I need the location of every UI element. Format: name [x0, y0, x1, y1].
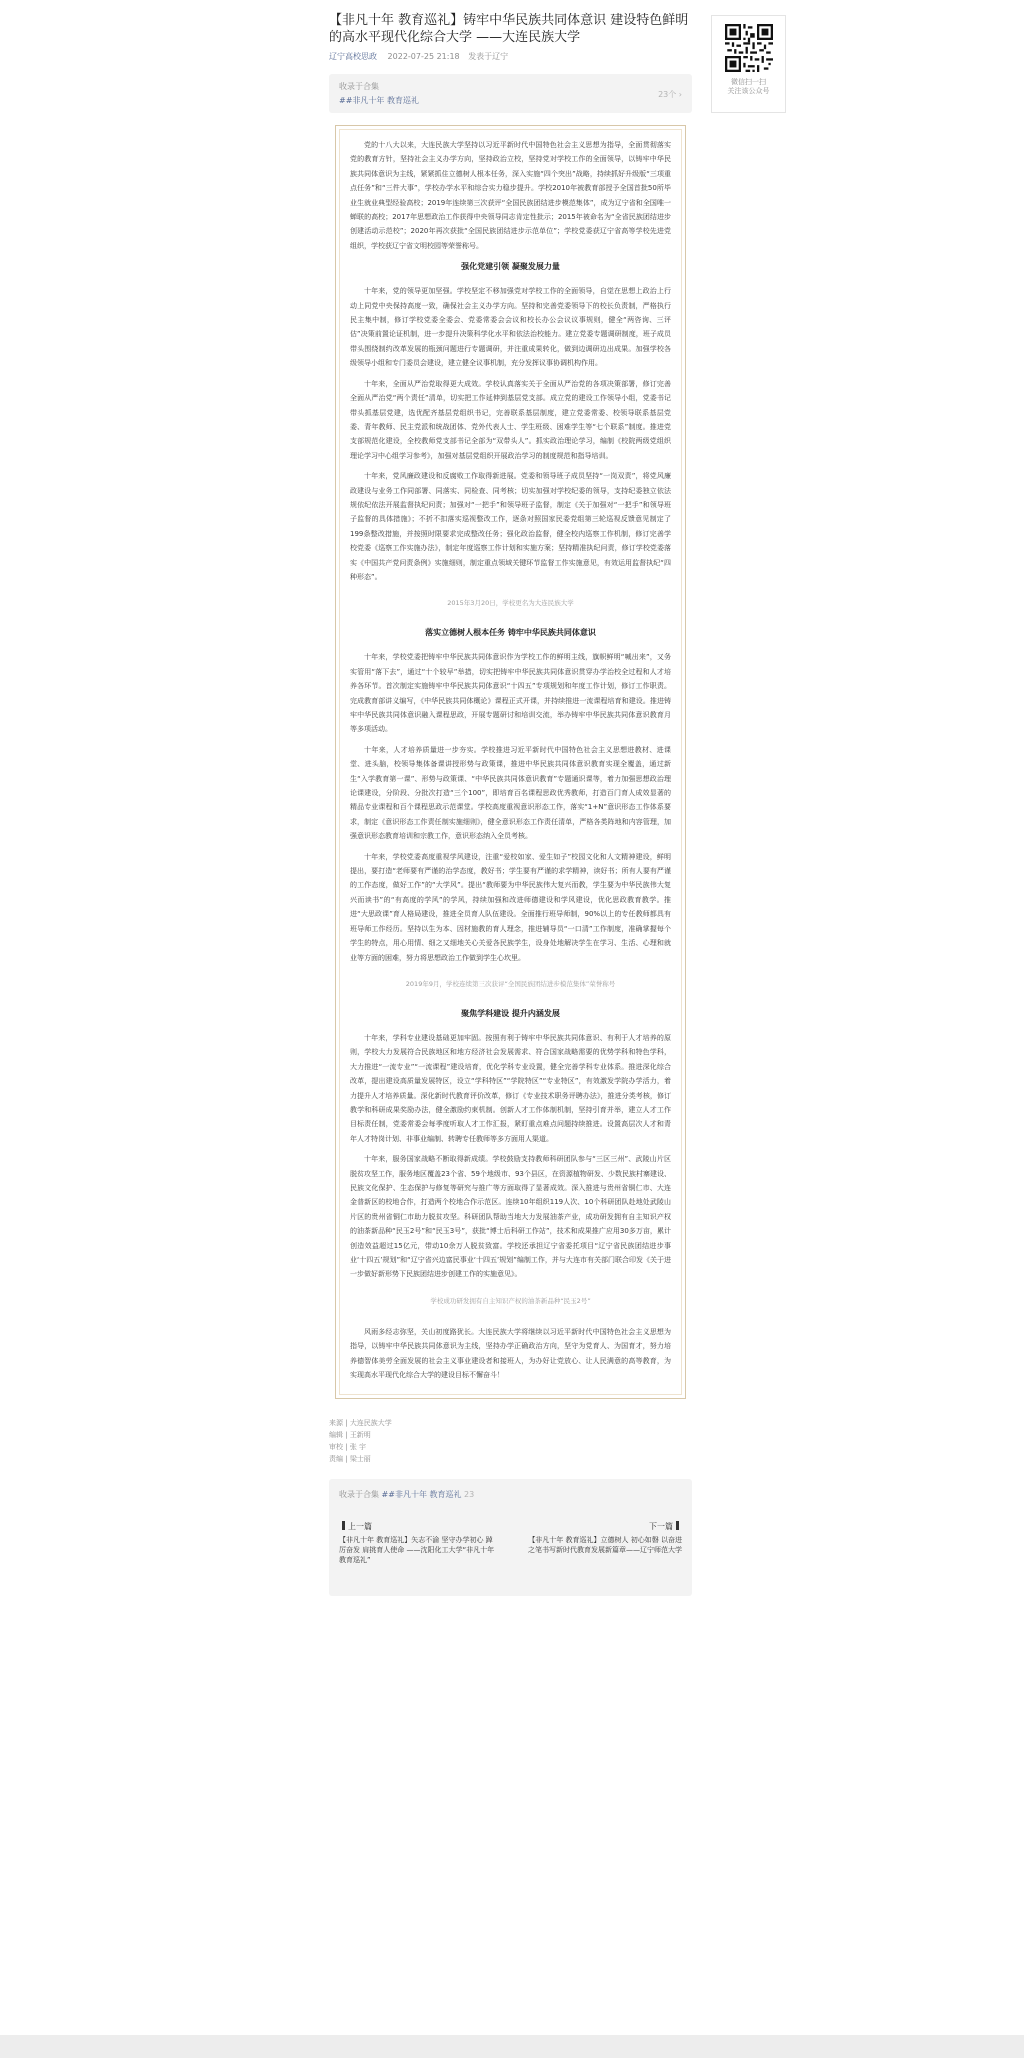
publish-date: 2022-07-25 21:18: [387, 52, 460, 61]
prev-marker-icon: [342, 1521, 345, 1530]
article: [329, 8, 692, 1596]
section-heading-1: 强化党建引领 凝聚发展力量: [461, 262, 560, 272]
page-bottom-bar: [0, 2035, 1024, 2058]
section-1-paragraph: 十年来，全面从严治党取得更大成效。学校认真落实关于全面从严治党的各项决策部署，修订完善全面从严治党“两个责任”清单，切实把工作延伸到基层党支部。成立党的建设工作领导小组，党委书记带头抓基层党建，选优配齐基层党组织书记，完善联系基层制度，建立党委常委、校领导联系基层党委、青年教师、民主党派和统战团体、党外代表人士、学生班级、困难学生等“七个联系”制度。推进党支部规范化建设，全校教师党支部书记全部为“双带头人”。抓实政治理论学习，编制《校院两级党组织理论学习中心组学习参考》，加强对基层党组织开展政治学习的制度规范和指导培训。: [350, 379, 671, 460]
section-2-paragraph: 十年来，学校党委把铸牢中华民族共同体意识作为学校工作的鲜明主线，旗帜鲜明“喊出来”，又务实管用“落下去”，通过“十个较早”举措，切实把铸牢中华民族共同体意识贯穿办学治校全过程和人才培养各环节。首次制定实施铸牢中华民族共同体意识“十四五”专项规划和年度工作计划，修订工作职责。完成教育部讲义编写，《中华民族共同体概论》课程正式开课，并持续推进一流课程培育和建设。推进铸牢中华民族共同体意识融入课程思政，开展专题研讨和培训交流，举办铸牢中华民族共同体意识教育月等多项活动。: [350, 653, 671, 734]
credit-line: 编辑 | 王新明: [329, 1431, 371, 1440]
qr-code-icon: [725, 24, 773, 72]
next-title: 【非凡十年 教育巡礼】立德树人 初心如磐 以奋进之笔书写新时代教育发展新篇章——辽宁师范大学: [528, 1536, 682, 1555]
article-meta: [329, 51, 692, 62]
section-2-paragraph: 十年来，学校党委高度重视学风建设，注重“爱校如家、爱生如子”校园文化和人文精神建设，鲜明提出，要打造“老师要有严谨的治学态度，教好书；学生要有严谨的求学精神，读好书；所有人要有严谨的工作态度，做好工作”的“大学风”。提出“教师要为中华民族伟大复兴而教，学生要为中华民族伟大复兴而读书”的“有高度的学风”的学风，持续加强和改进师德建设和学风建设，优化思政教育教学。推进“大思政课”育人格局建设，推进全员育人队伍建设。全面推行班导师制，90%以上的专任教师都具有班导师工作经历。坚持以生为本、因材施教的育人理念，推进辅导员“一口清”工作制度，准确掌握每个学生的特点，用心用情、细之又细地关心关爱各民族学生，设身处地解决学生在学习、生活、心理和就业等方面的困难，努力将思想政治工作做到学生心坎里。: [350, 852, 671, 962]
qr-card: [711, 15, 786, 113]
credit-line: 审校 | 张 宇: [329, 1443, 367, 1452]
footer-album-tag-link[interactable]: ##非凡十年 教育巡礼: [381, 1490, 462, 1500]
prev-label: 上一篇: [348, 1522, 372, 1532]
next-article-link[interactable]: [524, 1521, 682, 1555]
section-1-paragraph: 十年来，党的领导更加坚强。学校坚定不移加强党对学校工作的全面领导，自觉在思想上政治上行动上同党中央保持高度一致，确保社会主义办学方向。坚持和完善党委领导下的校长负责制，严格执行民主集中制，修订学校党委全委会、党委常委会会议和校长办公会议议事规则，健全“两咨询、三评估”决策前置论证机制，进一步提升决策科学化水平和依法治校能力。建立党委专题调研制度，班子成员带头围绕制约改革发展的瓶颈问题进行专题调研，并注重成果转化，做到边调研边出成果。加强学校各级领导小组和专门委员会建设，建立健全议事机制，充分发挥议事协调机构作用。: [350, 287, 671, 368]
qr-caption: 微信扫一扫 关注该公众号: [727, 78, 770, 95]
prev-article-link[interactable]: [339, 1521, 497, 1565]
intro-paragraph: 党的十八大以来，大连民族大学坚持以习近平新时代中国特色社会主义思想为指导，全面贯彻落实党的教育方针，坚持社会主义办学方向，坚持政治立校，坚持党对学校工作的全面领导，以铸牢中华民族共同体意识为主线，紧紧抓住立德树人根本任务，深入实施“四个突出”战略，持续抓好升级版“三项重点任务”和“三件大事”，学校办学水平和综合实力稳步提升。学校2010年被教育部授予全国首批50所毕业生就业典型经验高校；2019年连续第三次获评“全国民族团结进步模范集体”，成为辽宁省和全国唯一蝉联的高校；2017年思想政治工作获得中央领导同志肯定性批示；2015年被命名为“全省民族团结进步创建活动示范校”；2020年再次获批“全国民族团结进步示范单位”；学校党委获辽宁省高等学校先进党组织，学校获辽宁省文明校园等荣誉称号。: [350, 141, 671, 250]
next-marker-icon: [676, 1521, 679, 1530]
closing-paragraph: 风雨多经志弥坚，关山初度路犹长。大连民族大学将继续以习近平新时代中国特色社会主义思想为指导，以铸牢中华民族共同体意识为主线，坚持办学正确政治方向，坚守为党育人、为国育才，努力培养德智体美劳全面发展的社会主义事业建设者和接班人，为办好让党放心、让人民满意的高等教育，为实现高水平现代化综合大学的建设目标不懈奋斗！: [350, 1327, 671, 1380]
section-3-paragraph: 十年来，学科专业建设基础更加牢固。按照有利于铸牢中华民族共同体意识、有利于人才培养的原则，学校大力发展符合民族地区和地方经济社会发展需求、符合国家战略需要的优势学科和特色学科，大力推进“一流专业”“一流课程”建设培育，优化学科专业设置，健全完善学科专业体系。推进深化综合改革，提出建设高质量发展特区，设立“学科特区”“学院特区”“专业特区”，有效激发学院办学活力，着力提升人才培养质量。深化新时代教育评价改革，修订《专业技术职务评聘办法》，推进分类考核，修订教学和科研成果奖励办法，健全激励约束机制。创新人才工作体制机制，坚持引育并举，建立人才工作目标责任制，党委常委会每季度听取人才工作汇报，紧盯重点难点问题持续推进。设置高层次人才和青年人才特岗计划、非事业编制、转聘专任教师等多方面用人渠道。: [350, 1033, 671, 1143]
publish-location: 发表于辽宁: [468, 52, 509, 61]
image-caption-2: 2019年9月，学校连续第三次获评“全国民族团结进步模范集体”荣誉称号: [405, 979, 616, 988]
image-caption-1: 2015年3月20日，学校更名为大连民族大学: [447, 599, 574, 608]
image-caption-3: 学校成功研发拥有自主知识产权的油茶新品种“民玉2号”: [430, 1296, 591, 1305]
album-count: 23个 ›: [658, 90, 682, 99]
section-1-paragraph: 十年来，党风廉政建设和反腐败工作取得新进展。党委和领导班子成员坚持“一岗双责”，将党风廉政建设与业务工作同部署、同落实、同检查、同考核；切实加强对学校纪委的领导，支持纪委独立依法规依纪依法开展监督执纪问责；加强对“一把手”和领导班子监督，制定《关于加强对“一把手”和领导班子监督的具体措施》；不折不扣落实巡视整改工作，逐条对照国家民委党组第三轮巡视反馈意见制定了199条整改措施，并按照时限要求完成整改任务；强化政治监督，健全校内巡察工作机制，修订完善学校党委《巡察工作实施办法》，制定年度巡察工作计划和实施方案；坚持精准执纪问责，修订学校党委落实《中国共产党问责条例》实施细则，制定重点领域关键环节监督工作实施意见，有效运用监督执纪“四种形态”。: [350, 472, 671, 581]
album-footer: [329, 1479, 692, 1596]
next-label: 下一篇: [649, 1522, 673, 1532]
article-title: 【非凡十年 教育巡礼】铸牢中华民族共同体意识 建设特色鲜明的高水平现代化综合大学 ——大连民族大学: [329, 13, 689, 45]
footer-album-count: 23: [464, 1490, 475, 1500]
album-tag-link[interactable]: ##非凡十年 教育巡礼: [339, 96, 419, 105]
credit-line: 责编 | 梁士丽: [329, 1455, 371, 1464]
album-box[interactable]: [329, 74, 692, 113]
album-label: 收录于合集: [339, 82, 379, 91]
credit-line: 来源 | 大连民族大学: [329, 1419, 392, 1428]
footer-album-line: 收录于合集 ##非凡十年 教育巡礼 23: [339, 1490, 475, 1500]
credits: [329, 1417, 692, 1465]
account-name-link[interactable]: 辽宁高校思政: [329, 52, 377, 61]
section-heading-2: 落实立德树人根本任务 铸牢中华民族共同体意识: [425, 628, 596, 638]
section-3-paragraph: 十年来，服务国家战略不断取得新成绩。学校鼓励支持教师科研团队参与“三区三州”、武陵山片区脱贫攻坚工作，服务地区覆盖23个省、59个地级市、93个县区，在资源植物研发、少数民族村寨建设、民族文化保护、生态保护与修复等研究与推广等方面取得了显著成效。深入推进与贵州省铜仁市、大连金普新区的校地合作，打造两个校地合作示范区。连续10年组织119人次、10个科研团队赴地处武陵山片区的贵州省铜仁市助力脱贫攻坚。科研团队帮助当地大力发展油茶产业，成功研发拥有自主知识产权的油茶新品种“民玉2号”和“民玉3号”，获批“博士后科研工作站”，技术和成果推广应用30多万亩，累计创造效益超过15亿元，带动10余万人脱贫致富。学校还承担辽宁省委托项目“辽宁省民族团结进步事业‘十四五’规划”和“辽宁省兴边富民事业‘十四五’规划”编制工作，并与大连市有关部门联合印发《关于进一步做好新形势下民族团结进步创建工作的实施意见》。: [350, 1155, 671, 1279]
prev-title: 【非凡十年 教育巡礼】矢志不渝 坚守办学初心 踔厉奋发 肩挑育人使命 ——沈阳化工大学“非凡十年 教育巡礼”: [339, 1536, 495, 1565]
section-2-paragraph: 十年来，人才培养质量进一步夯实。学校推进习近平新时代中国特色社会主义思想进教材、进课堂、进头脑，校领导集体备课讲授形势与政策课，推进中华民族共同体意识教育实现全覆盖，通过新生“入学教育第一课”、形势与政策课、“中华民族共同体意识教育”专题通识课等，着力加强思想政治理论课建设，分阶段、分批次打造“三个100”，即培育百名课程思政优秀教师，打造百门育人成效显著的精品专业课程和百个课程思政示范课堂。学校高度重视意识形态工作，落实“1+N”意识形态工作体系要求，制定《意识形态工作责任制实施细则》，健全意识形态工作责任清单，严格各类阵地和内容管理，加强意识形态教育培训和宗教工作，意识形态纳入全员考核。: [350, 745, 671, 841]
section-heading-3: 聚焦学科建设 提升内涵发展: [461, 1008, 560, 1018]
content-frame: [335, 125, 686, 1399]
